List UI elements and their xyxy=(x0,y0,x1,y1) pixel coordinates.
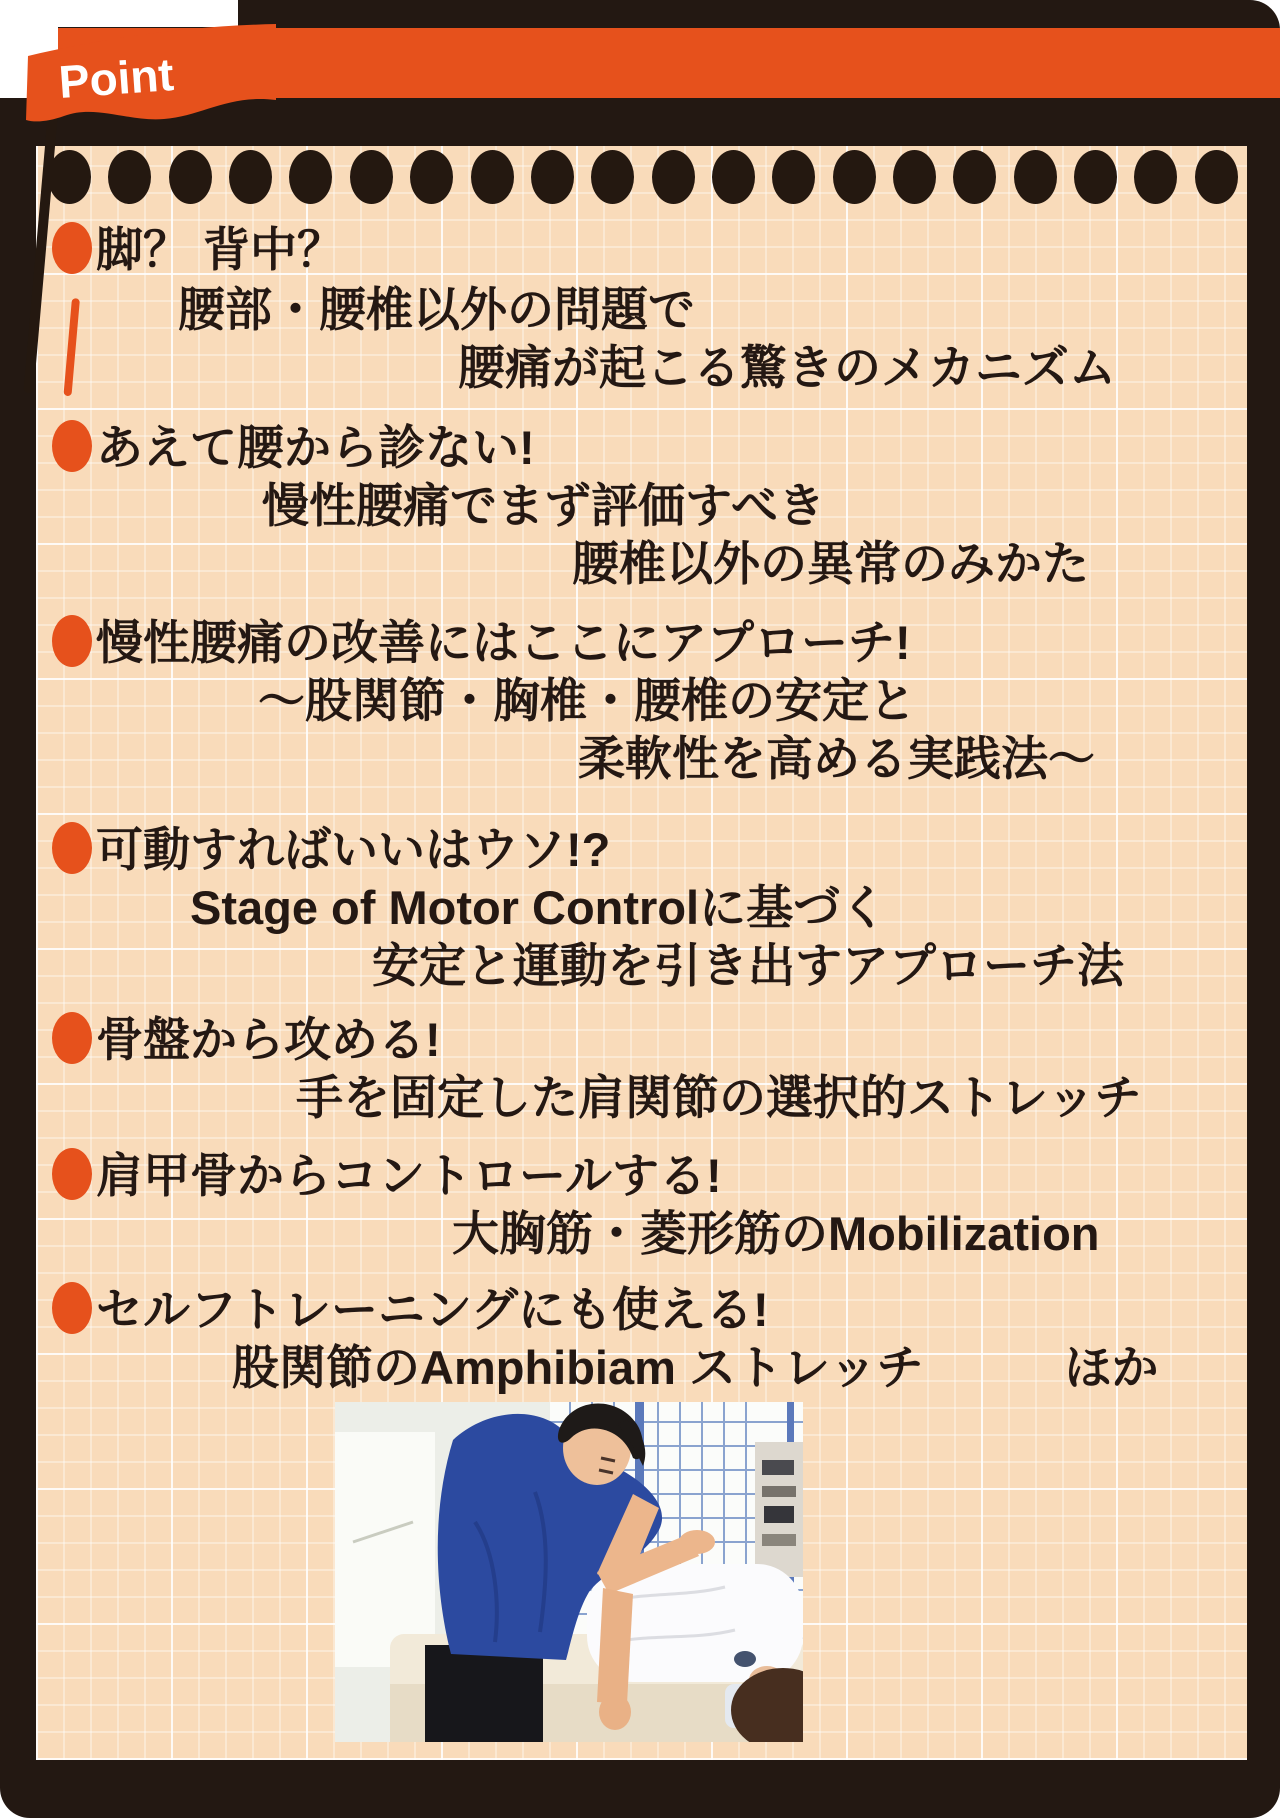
bullet-subline xyxy=(296,1070,1142,1126)
bullet-text: 柔軟性を高める実践法～ xyxy=(578,732,1095,785)
therapy-photo xyxy=(335,1402,803,1742)
bullet-subline xyxy=(458,340,1116,396)
bullet-text: 腰部・腰椎以外の問題で xyxy=(178,283,695,336)
bullet-subline xyxy=(372,938,1124,994)
bullet-subline xyxy=(578,731,1095,787)
bullet-text: 慢性腰痛の改善にはここにアプローチ! xyxy=(96,616,911,669)
bullet-item xyxy=(52,222,344,278)
bullet-item xyxy=(52,615,911,671)
bullet-icon xyxy=(52,1282,92,1334)
bullet-item xyxy=(52,1012,441,1068)
bullet-text: 腰椎以外の異常のみかた xyxy=(572,537,1089,590)
bullet-subline xyxy=(258,673,916,729)
bullet-text: 可動すればいいはウソ!? xyxy=(96,823,611,876)
bullet-text: 股関節のAmphibiam ストレッチ ほか xyxy=(232,1341,1159,1394)
bullet-item xyxy=(52,822,610,878)
bullet-item xyxy=(52,420,535,476)
bullet-text: 骨盤から攻める! xyxy=(96,1013,441,1066)
bullet-text: ～股関節・胸椎・腰椎の安定と xyxy=(258,674,916,727)
bullet-subline xyxy=(452,1206,1100,1262)
bullet-text: 脚？ 背中？ xyxy=(96,223,345,276)
bullet-text: あえて腰から診ない! xyxy=(96,421,535,474)
bullet-icon xyxy=(52,222,92,274)
bullet-subline xyxy=(232,1340,1159,1396)
window xyxy=(335,1432,435,1667)
bullet-icon xyxy=(52,615,92,667)
bullet-subline xyxy=(262,478,825,534)
bullet-subline xyxy=(190,880,887,936)
bullet-icon xyxy=(52,420,92,472)
bullet-subline xyxy=(178,282,695,338)
bullet-text: 腰痛が起こる驚きのメカニズム xyxy=(458,341,1116,394)
bullet-icon xyxy=(52,822,92,874)
bullet-item xyxy=(52,1282,769,1338)
bullet-item xyxy=(52,1148,722,1204)
bullet-text: 手を固定した肩関節の選択的ストレッチ xyxy=(296,1071,1142,1124)
bullet-text: 安定と運動を引き出すアプローチ法 xyxy=(372,939,1124,992)
shelf xyxy=(755,1442,803,1577)
bullet-text: 大胸筋・菱形筋のMobilization xyxy=(452,1207,1100,1260)
bullet-text: 肩甲骨からコントロールする! xyxy=(96,1149,722,1202)
bullet-text: セルフトレーニングにも使える! xyxy=(96,1283,769,1336)
bullet-icon xyxy=(52,1148,92,1200)
bullet-text: 慢性腰痛でまず評価すべき xyxy=(262,479,826,532)
flag-label: Point xyxy=(57,48,176,108)
bullet-subline xyxy=(572,536,1089,592)
bullet-text: Stage of Motor Controlに基づく xyxy=(190,881,888,934)
bullet-icon xyxy=(52,1012,92,1064)
